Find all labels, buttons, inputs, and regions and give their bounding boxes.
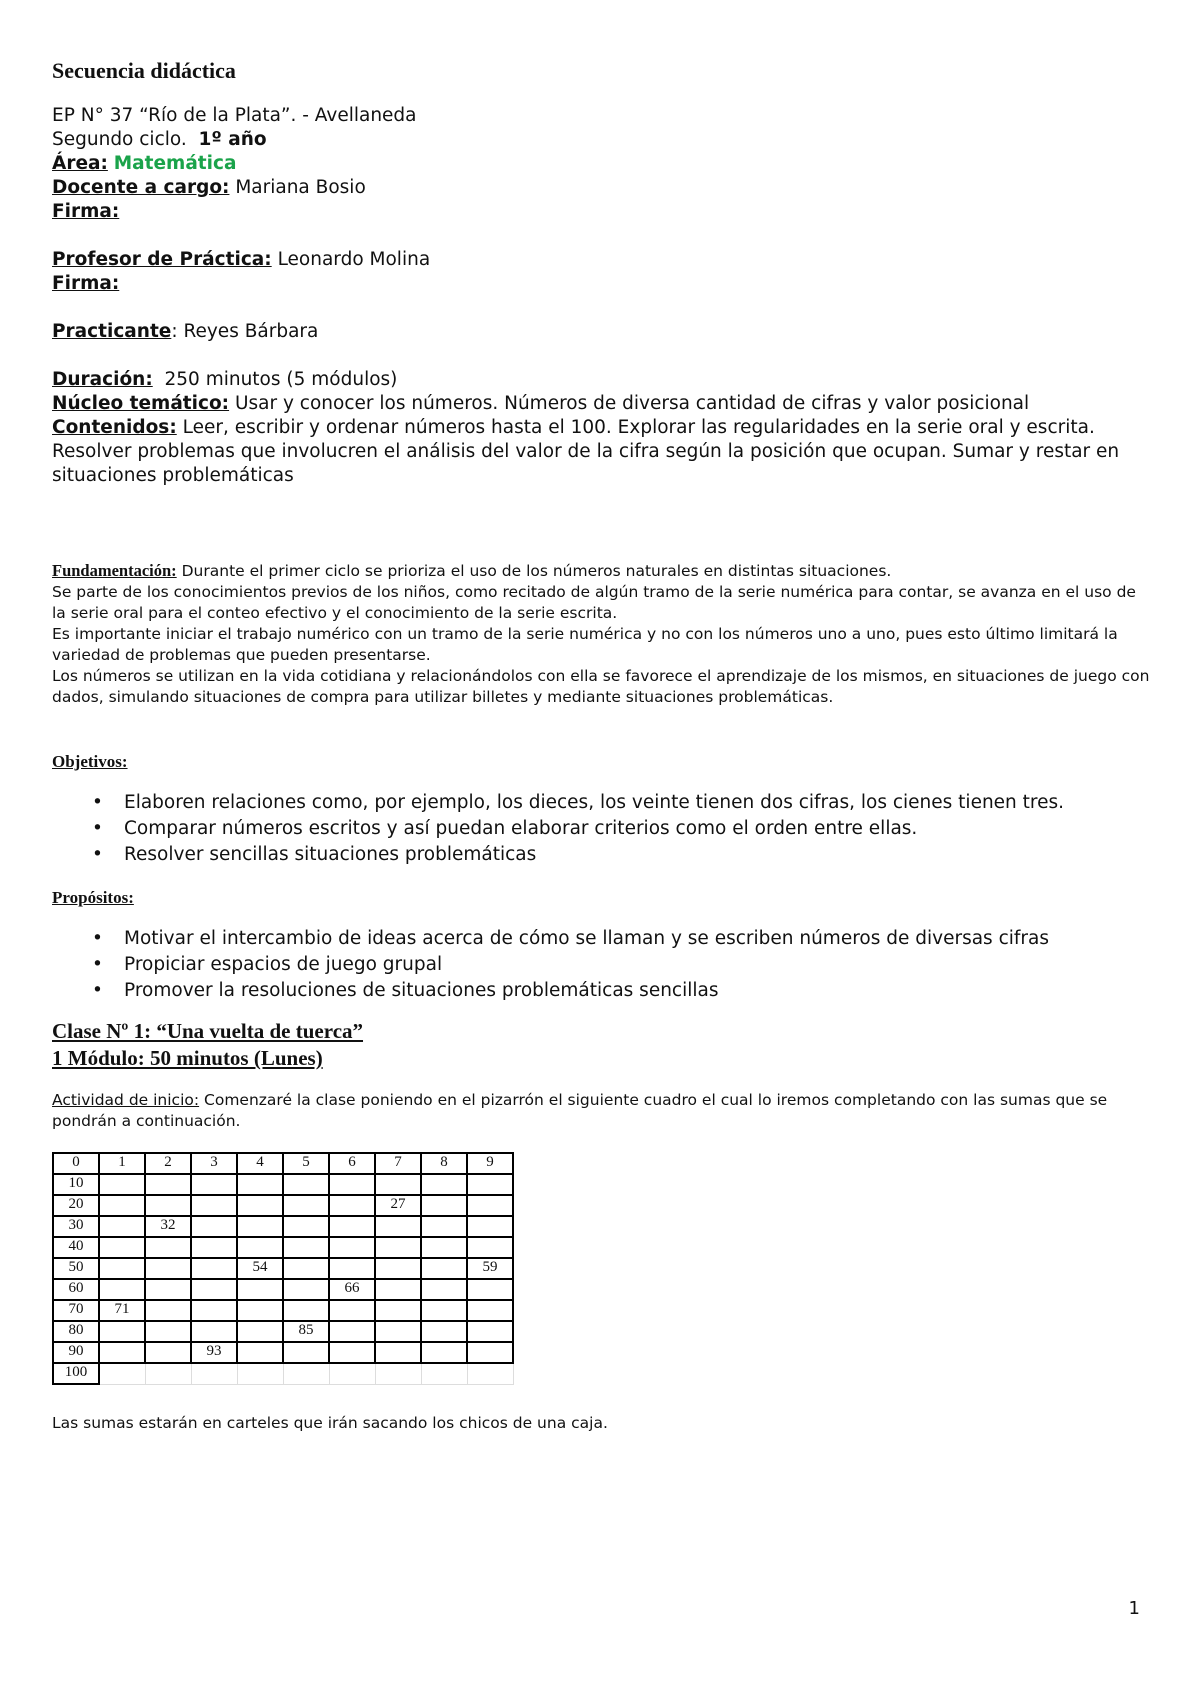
grid-cell (375, 1174, 421, 1195)
grid-cell (191, 1363, 237, 1384)
grid-cell (375, 1363, 421, 1384)
grid-cell (375, 1216, 421, 1237)
header-block (52, 104, 1152, 488)
bullet-icon: • (92, 954, 103, 975)
grid-cell: 54 (237, 1258, 283, 1279)
practicante-label: Practicante (52, 321, 172, 342)
grid-cell (329, 1258, 375, 1279)
grid-cell: 8 (421, 1153, 467, 1174)
grid-cell (329, 1321, 375, 1342)
grid-cell (99, 1258, 145, 1279)
grid-cell (99, 1174, 145, 1195)
list-item (92, 952, 1164, 978)
grid-cell: 80 (53, 1321, 99, 1342)
grid-cell (145, 1300, 191, 1321)
grid-cell (145, 1279, 191, 1300)
table-row (53, 1153, 513, 1174)
nucleo-line (52, 392, 1152, 416)
grid-cell (467, 1279, 513, 1300)
bullet-icon: • (92, 818, 103, 839)
grid-cell: 3 (191, 1153, 237, 1174)
grid-cell: 60 (53, 1279, 99, 1300)
grid-cell: 30 (53, 1216, 99, 1237)
grid-cell (145, 1342, 191, 1363)
proposito-text: Propiciar espacios de juego grupal (124, 954, 443, 975)
proposito-text: Promover la resoluciones de situaciones problemáticas sencillas (124, 980, 719, 1001)
list-item (92, 842, 1124, 868)
table-row (53, 1195, 513, 1216)
grid-cell: 50 (53, 1258, 99, 1279)
grid-cell (283, 1279, 329, 1300)
grid-cell (329, 1363, 375, 1384)
grid-cell (467, 1300, 513, 1321)
grid-cell: 32 (145, 1216, 191, 1237)
grid-cell (421, 1195, 467, 1216)
duracion-label: Duración: (52, 369, 153, 390)
clase-modulo: 1 Módulo: 50 minutos (Lunes) (52, 1046, 323, 1070)
bullet-icon: • (92, 792, 103, 813)
grid-cell: 40 (53, 1237, 99, 1258)
grid-cell (329, 1174, 375, 1195)
clase-title: Clase Nº 1: “Una vuelta de tuerca” (52, 1019, 364, 1043)
document-page (52, 58, 1152, 1434)
grid-cell (329, 1216, 375, 1237)
grid-cell (191, 1195, 237, 1216)
grid-cell (145, 1237, 191, 1258)
grid-cell (191, 1174, 237, 1195)
bullet-icon: • (92, 980, 103, 1001)
contenidos-value: Leer, escribir y ordenar números hasta el 100. Explorar las regularidades en la serie oral y escrita. Resolver problemas que involucren el análisis del valor de la cifra según la posición que ocupan. Sumar y restar en situaciones problemáticas (52, 417, 1120, 486)
grid-cell (375, 1321, 421, 1342)
grid-cell (421, 1321, 467, 1342)
grid-cell (283, 1258, 329, 1279)
grid-cell: 1 (99, 1153, 145, 1174)
grid-cell: 0 (53, 1153, 99, 1174)
grid-cell: 59 (467, 1258, 513, 1279)
grid-cell (421, 1237, 467, 1258)
objetivos-list (52, 790, 1124, 868)
grid-cell (145, 1195, 191, 1216)
grid-cell (145, 1174, 191, 1195)
grid-cell (191, 1279, 237, 1300)
table-row (53, 1342, 513, 1363)
grid-cell (191, 1258, 237, 1279)
table-row (53, 1174, 513, 1195)
grid-cell (283, 1174, 329, 1195)
grid-cell: 27 (375, 1195, 421, 1216)
grid-cell (99, 1195, 145, 1216)
propositos-heading: Propósitos: (52, 888, 134, 907)
contenidos-block (52, 416, 1132, 488)
fundamentacion-p2: Se parte de los conocimientos previos de los niños, como recitado de algún tramo de la serie numérica para contar, se avanza en el uso de la serie oral para el conteo efectivo y el conocimiento de la serie escrita. (52, 583, 1136, 622)
area-label: Área: (52, 153, 108, 174)
grid-cell (237, 1321, 283, 1342)
grid-cell (145, 1258, 191, 1279)
grid-cell (421, 1258, 467, 1279)
grid-cell (283, 1216, 329, 1237)
grid-cell: 7 (375, 1153, 421, 1174)
number-grid-table (52, 1152, 514, 1385)
grid-cell: 10 (53, 1174, 99, 1195)
practicante-line (52, 320, 1152, 344)
teacher-value: Mariana Bosio (235, 177, 366, 198)
grid-cell (421, 1342, 467, 1363)
fundamentacion-text-1: Durante el primer ciclo se prioriza el uso de los números naturales en distintas situaciones. (181, 562, 892, 580)
actividad-text: Comenzaré la clase poniendo en el pizarrón el siguiente cuadro el cual lo iremos completando con las sumas que se pondrán a continuación. (52, 1091, 1108, 1130)
grid-cell (99, 1342, 145, 1363)
grid-cell (191, 1300, 237, 1321)
grid-cell (283, 1342, 329, 1363)
grid-cell: 5 (283, 1153, 329, 1174)
contenidos-label: Contenidos: (52, 417, 177, 438)
grid-cell: 2 (145, 1153, 191, 1174)
grid-cell (283, 1300, 329, 1321)
grid-cell (191, 1216, 237, 1237)
table-row (53, 1279, 513, 1300)
fundamentacion-p1 (52, 560, 1152, 582)
grid-cell (421, 1216, 467, 1237)
grid-cell (421, 1174, 467, 1195)
grid-cell (237, 1279, 283, 1300)
grid-cell (191, 1321, 237, 1342)
objetivo-text: Resolver sencillas situaciones problemáticas (124, 844, 537, 865)
bullet-icon: • (92, 844, 103, 865)
table-row (53, 1363, 513, 1384)
grid-cell (145, 1363, 191, 1384)
list-item (92, 926, 1164, 952)
grid-cell (467, 1342, 513, 1363)
objetivo-text: Comparar números escritos y así puedan elaborar criterios como el orden entre ellas. (124, 818, 918, 839)
grid-cell (99, 1237, 145, 1258)
grid-cell (237, 1216, 283, 1237)
grid-cell (421, 1300, 467, 1321)
grid-cell (237, 1363, 283, 1384)
grid-cell: 85 (283, 1321, 329, 1342)
grid-cell (99, 1321, 145, 1342)
objetivos-heading: Objetivos: (52, 752, 128, 771)
year-text: 1º año (198, 129, 267, 150)
grid-cell (237, 1237, 283, 1258)
table-row (53, 1321, 513, 1342)
grid-cell (467, 1321, 513, 1342)
grid-cell (237, 1195, 283, 1216)
grid-cell (329, 1195, 375, 1216)
area-line (52, 152, 1152, 176)
grid-cell (237, 1342, 283, 1363)
professor-label: Profesor de Práctica: (52, 249, 272, 270)
professor-line (52, 248, 1152, 272)
grid-cell (467, 1216, 513, 1237)
nucleo-value: Usar y conocer los números. Números de diversa cantidad de cifras y valor posicional (234, 393, 1030, 414)
teacher-label: Docente a cargo: (52, 177, 230, 198)
grid-cell (375, 1237, 421, 1258)
grid-cell (237, 1174, 283, 1195)
cycle-text: Segundo ciclo. (52, 129, 187, 150)
proposito-text: Motivar el intercambio de ideas acerca de cómo se llaman y se escriben números de diversas cifras (124, 928, 1049, 949)
fundamentacion-p3: Es importante iniciar el trabajo numérico con un tramo de la serie numérica y no con los números uno a uno, pues esto último limitará la variedad de problemas que pueden presentarse. (52, 625, 1118, 664)
grid-cell (237, 1300, 283, 1321)
grid-cell (99, 1216, 145, 1237)
nucleo-label: Núcleo temático: (52, 393, 230, 414)
grid-cell (467, 1195, 513, 1216)
objetivo-text: Elaboren relaciones como, por ejemplo, los dieces, los veinte tienen dos cifras, los cienes tienen tres. (124, 792, 1065, 813)
grid-cell (375, 1279, 421, 1300)
grid-cell (283, 1195, 329, 1216)
fundamentacion-label: Fundamentación: (52, 561, 177, 580)
list-item (92, 790, 1124, 816)
grid-cell (375, 1300, 421, 1321)
firma-label-2: Firma: (52, 273, 120, 294)
area-value: Matemática (113, 153, 237, 174)
fundamentacion-p4: Los números se utilizan en la vida cotidiana y relacionándolos con ella se favorece el aprendizaje de los mismos, en situaciones de juego con dados, simulando situaciones de compra para utilizar billetes y mediante situaciones problemáticas. (52, 667, 1150, 706)
duracion-line (52, 368, 1152, 392)
practicante-value: : Reyes Bárbara (171, 321, 319, 342)
actividad-label: Actividad de inicio: (52, 1091, 200, 1109)
cycle-line (52, 128, 1152, 152)
grid-cell (283, 1237, 329, 1258)
page-number: 1 (1128, 1598, 1140, 1619)
document-title: Secuencia didáctica (52, 58, 236, 83)
firma-label: Firma: (52, 201, 120, 222)
grid-cell: 100 (53, 1363, 99, 1384)
grid-cell (145, 1321, 191, 1342)
grid-cell: 6 (329, 1153, 375, 1174)
grid-cell: 90 (53, 1342, 99, 1363)
firma-line-2 (52, 272, 1152, 296)
grid-cell (467, 1363, 513, 1384)
bullet-icon: • (92, 928, 103, 949)
grid-cell: 66 (329, 1279, 375, 1300)
grid-cell: 20 (53, 1195, 99, 1216)
professor-value: Leonardo Molina (277, 249, 431, 270)
grid-cell: 70 (53, 1300, 99, 1321)
grid-cell (421, 1279, 467, 1300)
teacher-line (52, 176, 1152, 200)
closing-paragraph: Las sumas estarán en carteles que irán sacando los chicos de una caja. (52, 1414, 608, 1432)
grid-cell (329, 1300, 375, 1321)
school-line: EP N° 37 “Río de la Plata”. - Avellaneda (52, 105, 417, 126)
list-item (92, 978, 1164, 1004)
propositos-list (52, 926, 1164, 1004)
grid-cell (99, 1363, 145, 1384)
grid-cell (375, 1342, 421, 1363)
grid-cell (329, 1237, 375, 1258)
grid-cell (283, 1363, 329, 1384)
table-row (53, 1237, 513, 1258)
grid-cell (467, 1174, 513, 1195)
grid-cell: 4 (237, 1153, 283, 1174)
grid-cell: 71 (99, 1300, 145, 1321)
firma-line (52, 200, 1152, 224)
duracion-value: 250 minutos (5 módulos) (164, 369, 398, 390)
table-row (53, 1258, 513, 1279)
list-item (92, 816, 1124, 842)
grid-cell: 9 (467, 1153, 513, 1174)
table-row (53, 1216, 513, 1237)
fundamentacion-section (52, 560, 1152, 708)
grid-cell: 93 (191, 1342, 237, 1363)
grid-cell (421, 1363, 467, 1384)
grid-cell (99, 1279, 145, 1300)
actividad-paragraph (52, 1090, 1152, 1132)
grid-cell (467, 1237, 513, 1258)
grid-cell (329, 1342, 375, 1363)
grid-cell (191, 1237, 237, 1258)
table-row (53, 1300, 513, 1321)
grid-cell (375, 1258, 421, 1279)
